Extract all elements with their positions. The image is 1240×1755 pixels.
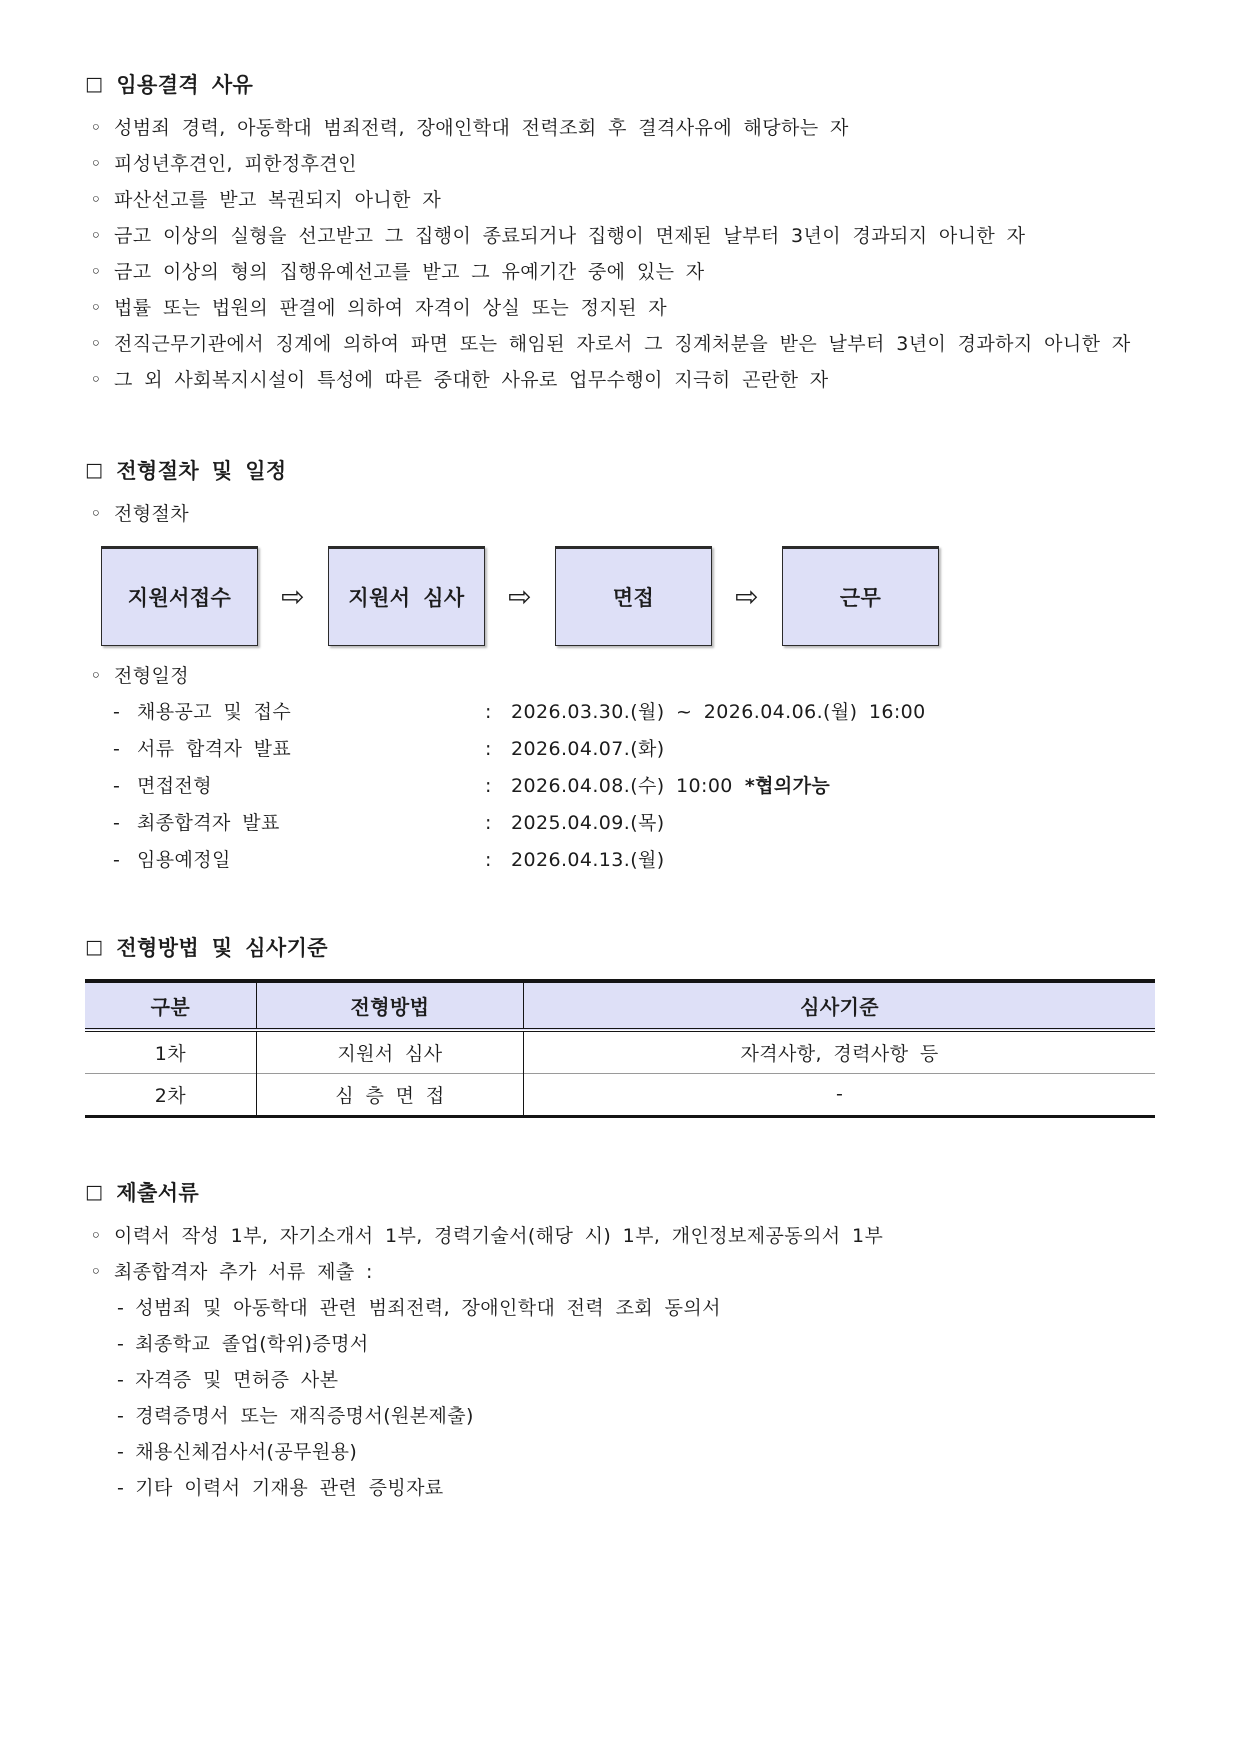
procedure-schedule-subtitle-text: 전형일정	[114, 665, 190, 687]
colon-separator: :	[485, 849, 492, 871]
square-marker-icon: □	[85, 936, 104, 958]
schedule-label: 채용공고 및 접수	[137, 701, 292, 723]
disqualification-item	[89, 110, 1155, 146]
documents-sub-item-text: 채용신체검사서(공무원용)	[135, 1440, 358, 1463]
documents-item	[89, 1218, 1155, 1254]
disqualification-item	[89, 146, 1155, 182]
schedule-row	[113, 842, 1155, 879]
circle-bullet-icon: ◦	[90, 369, 102, 391]
colon-separator: :	[485, 775, 492, 797]
table-cell-method: 심 층 면 접	[256, 1073, 524, 1116]
schedule-row	[113, 731, 1155, 768]
circle-bullet-icon: ◦	[90, 1224, 102, 1247]
disqualification-item-text: 전직근무기관에서 징계에 의하여 파면 또는 해임된 자로서 그 징계처분을 받은 날부터 3년이 경과하지 아니한 자	[114, 333, 1131, 355]
square-marker-icon: □	[85, 1180, 104, 1203]
disqualification-item-text: 피성년후견인, 피한정후견인	[114, 153, 357, 175]
section-method	[85, 933, 1155, 1118]
section-title-method	[85, 933, 1155, 963]
disqualification-item-text: 성범죄 경력, 아동학대 범죄전력, 장애인학대 전력조회 후 결격사유에 해당하는 자	[114, 117, 849, 139]
circle-bullet-icon: ◦	[90, 1260, 102, 1283]
section-title-disqualification	[85, 70, 1155, 100]
table-cell-criteria: -	[524, 1073, 1155, 1116]
circle-bullet-icon: ◦	[90, 297, 102, 319]
flow-step-label: 지원서접수	[127, 586, 232, 610]
dash-marker-icon: -	[113, 812, 121, 834]
flow-step-work	[782, 546, 939, 646]
schedule-value: 2026.04.13.(월)	[511, 849, 665, 871]
section-procedure	[85, 456, 1155, 879]
schedule-row	[113, 805, 1155, 842]
table-cell-round: 2차	[85, 1073, 256, 1116]
flow-step-interview	[555, 546, 712, 646]
schedule-label: 면접전형	[137, 775, 213, 797]
table-cell-criteria: 자격사항, 경력사항 등	[524, 1030, 1155, 1073]
table-row	[85, 1030, 1155, 1073]
disqualification-item	[89, 254, 1155, 290]
circle-bullet-icon: ◦	[90, 189, 102, 211]
dash-marker-icon: -	[117, 1296, 125, 1319]
documents-item	[89, 1254, 1155, 1290]
arrow-right-icon: ⇨	[508, 579, 532, 613]
procedure-steps-subtitle	[89, 496, 1155, 532]
dash-marker-icon: -	[113, 849, 121, 871]
procedure-flowchart	[101, 546, 1155, 646]
circle-bullet-icon: ◦	[90, 503, 102, 525]
dash-marker-icon: -	[117, 1440, 125, 1463]
schedule-label: 임용예정일	[137, 849, 231, 871]
arrow-right-icon: ⇨	[735, 579, 759, 613]
documents-item-text: 이력서 작성 1부, 자기소개서 1부, 경력기술서(해당 시) 1부, 개인정보제공동의서 1부	[114, 1224, 884, 1247]
dash-marker-icon: -	[117, 1332, 125, 1355]
documents-sub-item-text: 성범죄 및 아동학대 관련 범죄전력, 장애인학대 전력 조회 동의서	[135, 1296, 721, 1319]
disqualification-item	[89, 326, 1155, 362]
square-marker-icon: □	[85, 459, 104, 481]
section-title-text: 전형방법 및 심사기준	[116, 936, 328, 960]
disqualification-item	[89, 182, 1155, 218]
schedule-row	[113, 768, 1155, 805]
table-header-category: 구분	[85, 981, 256, 1030]
section-title-text: 임용결격 사유	[116, 73, 254, 97]
procedure-steps-subtitle-text: 전형절차	[114, 503, 190, 525]
table-cell-method: 지원서 심사	[256, 1030, 524, 1073]
schedule-value: 2026.03.30.(월) ~ 2026.04.06.(월) 16:00	[511, 701, 926, 723]
schedule-value: 2025.04.09.(목)	[511, 812, 665, 834]
dash-marker-icon: -	[117, 1368, 125, 1391]
schedule-label: 최종합격자 발표	[137, 812, 280, 834]
table-header-row	[85, 981, 1155, 1030]
documents-sub-item-text: 최종학교 졸업(학위)증명서	[135, 1332, 369, 1355]
flow-step-label: 면접	[612, 586, 655, 610]
disqualification-item-text: 금고 이상의 실형을 선고받고 그 집행이 종료되거나 집행이 면제된 날부터 3년이 경과되지 아니한 자	[114, 225, 1026, 247]
table-row	[85, 1073, 1155, 1116]
section-disqualification	[85, 70, 1155, 398]
documents-sub-item	[117, 1362, 1155, 1398]
table-cell-round: 1차	[154, 1042, 186, 1065]
colon-separator: :	[485, 738, 492, 760]
documents-sub-item	[117, 1398, 1155, 1434]
schedule-label: 서류 합격자 발표	[137, 738, 292, 760]
disqualification-item	[89, 218, 1155, 254]
disqualification-item-text: 금고 이상의 형의 집행유예선고를 받고 그 유예기간 중에 있는 자	[114, 261, 705, 283]
colon-separator: :	[485, 812, 492, 834]
table-header-method: 전형방법	[256, 981, 524, 1030]
disqualification-item-text: 그 외 사회복지시설이 특성에 따른 중대한 사유로 업무수행이 지극히 곤란한 자	[114, 369, 829, 391]
procedure-schedule-subtitle	[89, 658, 1155, 694]
circle-bullet-icon: ◦	[90, 153, 102, 175]
documents-sub-item	[117, 1470, 1155, 1506]
disqualification-item	[89, 290, 1155, 326]
section-title-procedure	[85, 456, 1155, 486]
schedule-value: 2026.04.07.(화)	[511, 738, 665, 760]
disqualification-item	[89, 362, 1155, 398]
schedule-note: *협의가능	[744, 775, 831, 797]
documents-sub-item-text: 기타 이력서 기재용 관련 증빙자료	[135, 1476, 444, 1499]
selection-method-table	[85, 979, 1155, 1118]
section-title-text: 전형절차 및 일정	[116, 459, 287, 483]
dash-marker-icon: -	[117, 1476, 125, 1499]
flow-step-label: 지원서 심사	[348, 586, 465, 610]
flow-step-screening	[328, 546, 485, 646]
circle-bullet-icon: ◦	[90, 225, 102, 247]
section-title-documents	[85, 1178, 1155, 1208]
documents-sub-item	[117, 1326, 1155, 1362]
circle-bullet-icon: ◦	[90, 333, 102, 355]
circle-bullet-icon: ◦	[90, 117, 102, 139]
documents-item-text: 최종합격자 추가 서류 제출 :	[114, 1260, 373, 1283]
colon-separator: :	[485, 701, 492, 723]
documents-sub-item-text: 경력증명서 또는 재직증명서(원본제출)	[135, 1404, 474, 1427]
circle-bullet-icon: ◦	[90, 665, 102, 687]
circle-bullet-icon: ◦	[90, 261, 102, 283]
dash-marker-icon: -	[117, 1404, 125, 1427]
section-title-text: 제출서류	[116, 1180, 200, 1205]
flow-step-application	[101, 546, 258, 646]
disqualification-item-text: 파산선고를 받고 복권되지 아니한 자	[114, 189, 442, 211]
flow-step-label: 근무	[839, 586, 882, 610]
schedule-row	[113, 694, 1155, 731]
dash-marker-icon: -	[113, 738, 121, 760]
square-marker-icon: □	[85, 73, 104, 95]
documents-sub-item	[117, 1434, 1155, 1470]
schedule-value: 2026.04.08.(수) 10:00	[511, 775, 733, 797]
table-header-criteria: 심사기준	[524, 981, 1155, 1030]
documents-sub-item-text: 자격증 및 면허증 사본	[135, 1368, 339, 1391]
section-documents	[85, 1178, 1155, 1506]
arrow-right-icon: ⇨	[281, 579, 305, 613]
documents-sub-item	[117, 1290, 1155, 1326]
disqualification-item-text: 법률 또는 법원의 판결에 의하여 자격이 상실 또는 정지된 자	[114, 297, 668, 319]
dash-marker-icon: -	[113, 701, 121, 723]
dash-marker-icon: -	[113, 775, 121, 797]
